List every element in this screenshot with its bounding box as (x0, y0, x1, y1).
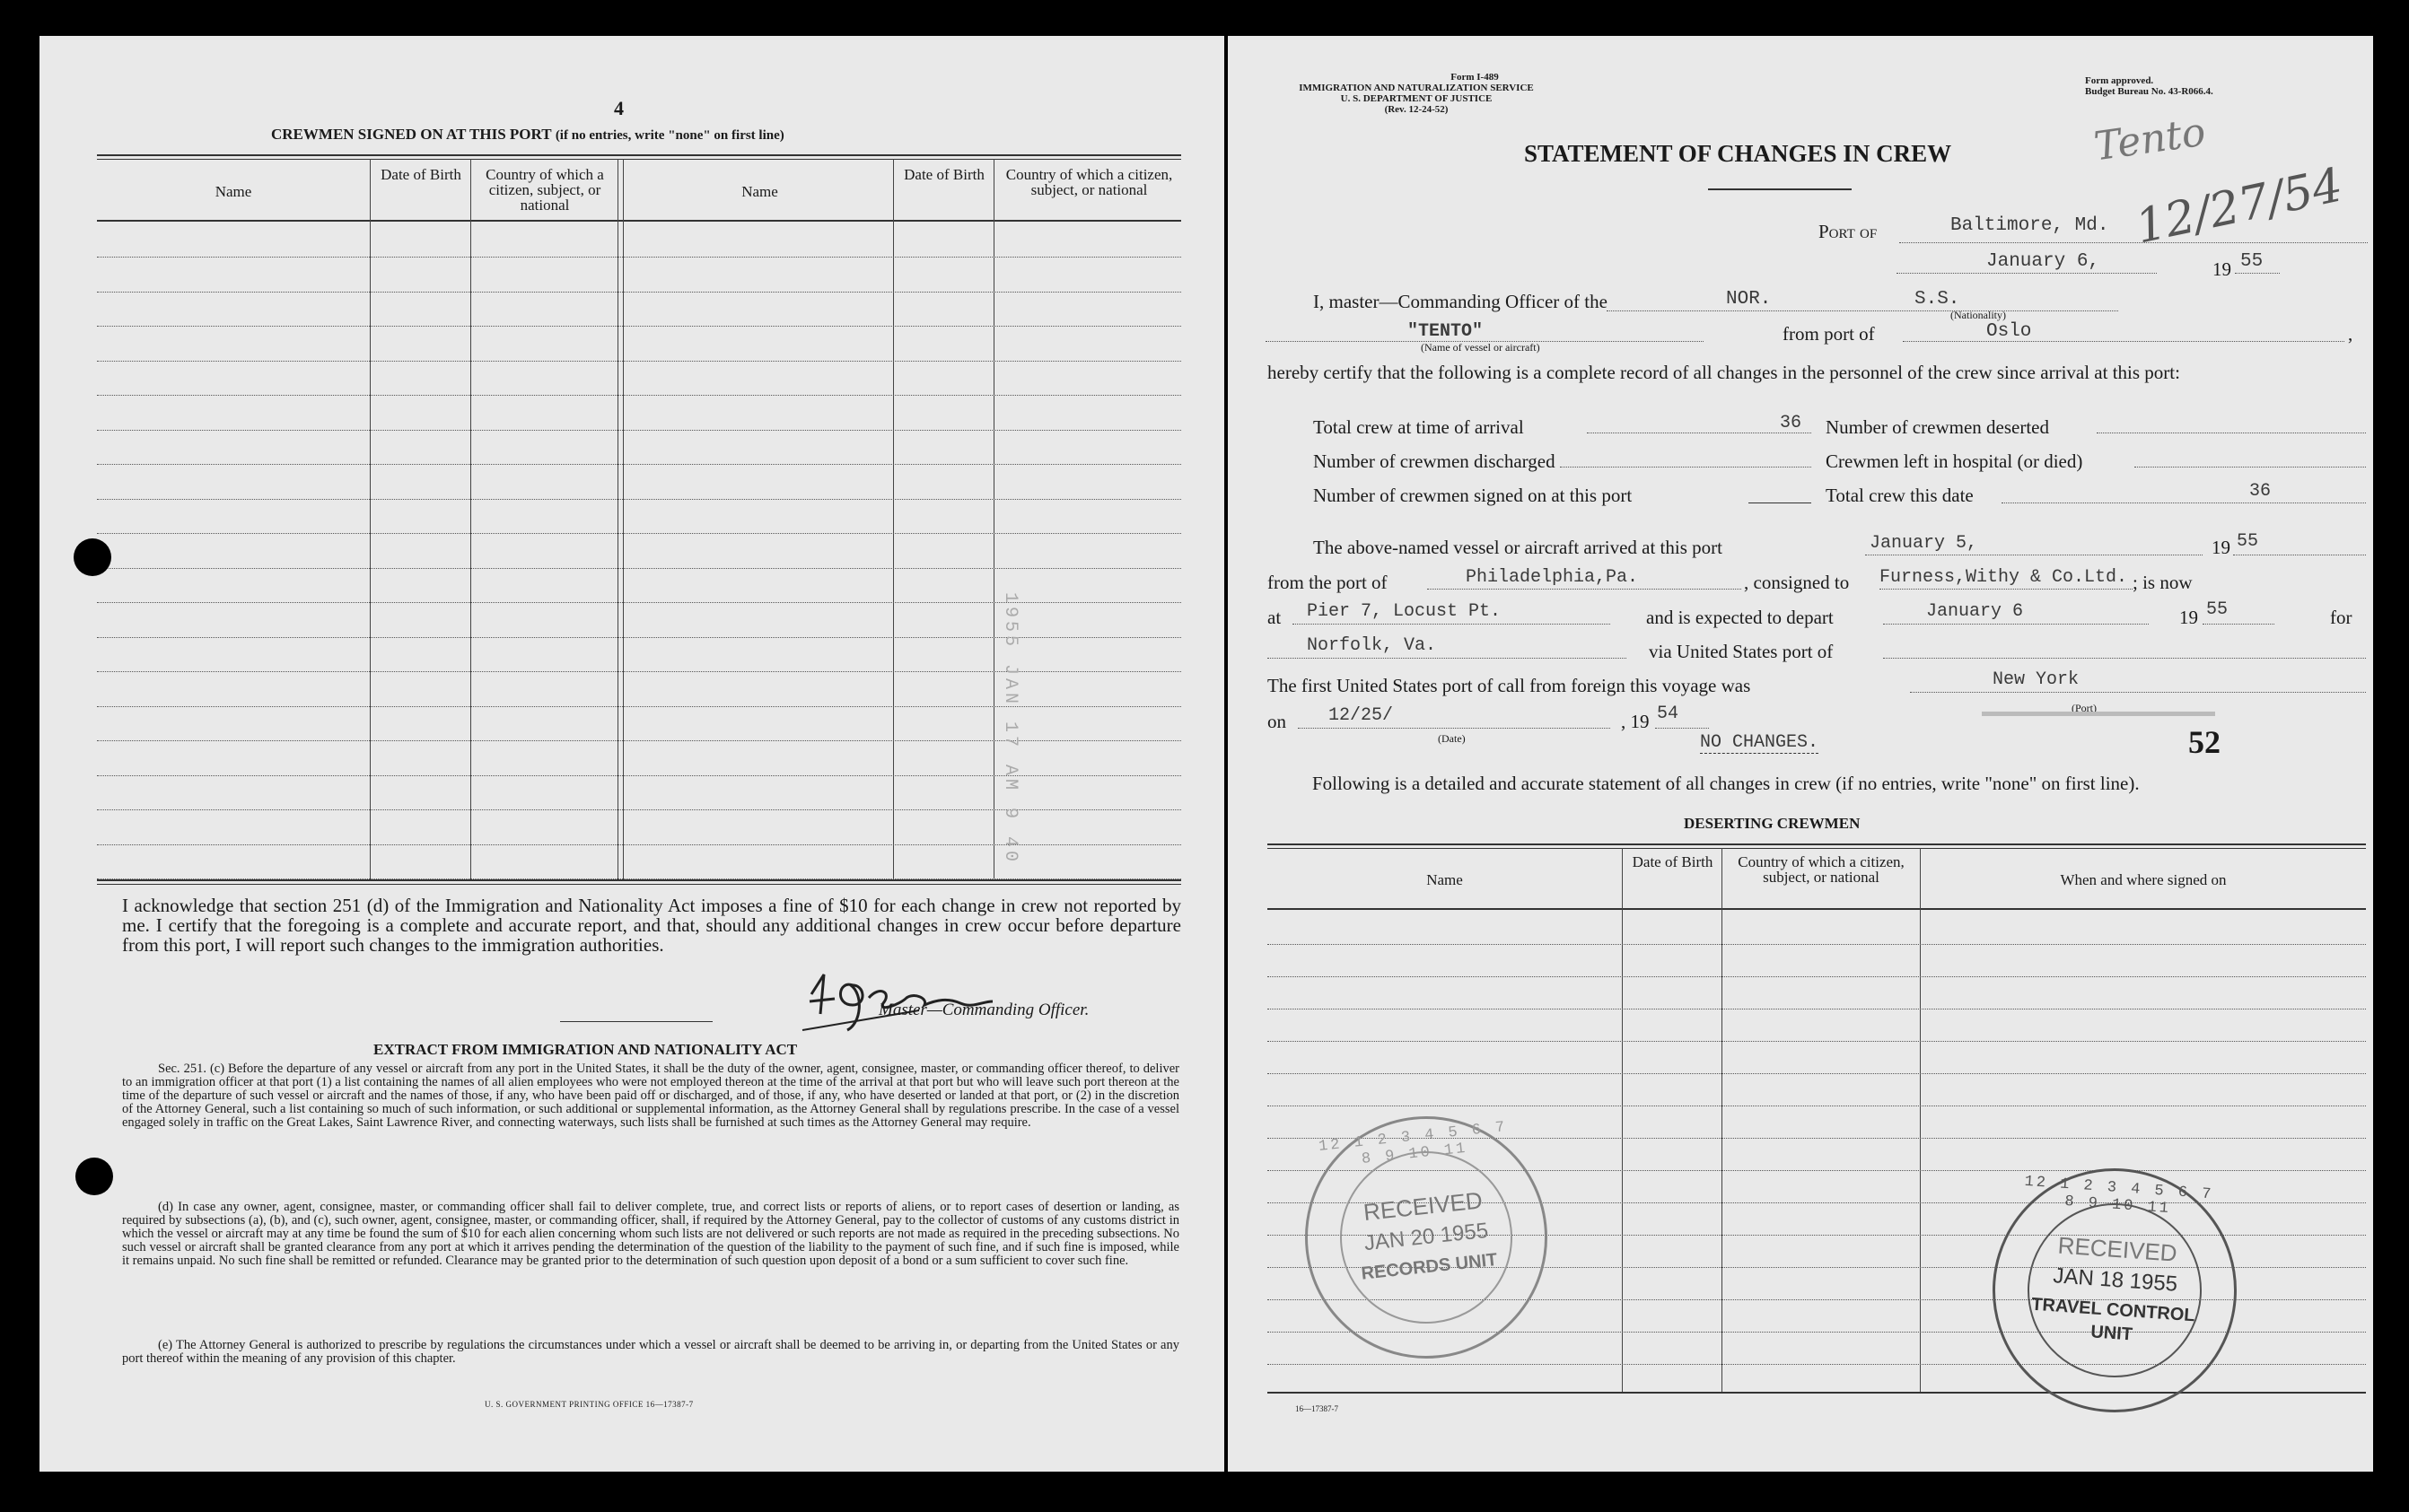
consigned-label-text: consigned to (1753, 572, 1850, 593)
port-of-label: Port of (1818, 221, 1878, 242)
depart-value: January 6 (1926, 601, 2024, 622)
desert-col-dob: Date of Birth (1632, 853, 1713, 870)
left-page (39, 36, 1224, 1472)
agency-name: IMMIGRATION AND NATURALIZATION SERVICE (1299, 83, 1534, 93)
table-row-line (97, 361, 1181, 362)
col-dob-1: Date of Birth (381, 166, 461, 183)
arrived-label: The above-named vessel or aircraft arrived at this port (1313, 537, 1722, 558)
table-row-line (97, 292, 1181, 293)
from-port-value: Oslo (1986, 321, 2032, 342)
year-value: 55 (2240, 251, 2264, 272)
master-signature (793, 958, 1063, 1035)
at-label: at (1267, 607, 1282, 628)
total-crew-arrival-value: 36 (1780, 413, 1802, 433)
arrived-year: 55 (2237, 531, 2259, 552)
budget-bureau: Budget Bureau No. 43-R066.4. (2085, 86, 2213, 97)
section-heading (271, 126, 784, 144)
is-now-label: ; is now (2133, 572, 2193, 593)
agency-header (1228, 72, 1587, 115)
extract-title: EXTRACT FROM IMMIGRATION AND NATIONALITY ACT (373, 1041, 798, 1058)
nationality-value: NOR. (1726, 289, 1772, 310)
vessel-caption: (Name of vessel or aircraft) (1421, 341, 1540, 354)
date-caption: (Date) (1438, 732, 1466, 745)
table-row-line (1267, 1041, 2366, 1042)
col-name-2: Name (741, 183, 778, 200)
arrived-value: January 5, (1870, 533, 1978, 554)
extract-section-d: (d) In case any owner, agent, consignee, master, or commanding officer shall fail to deliver complete, true, and correct lists or reports of aliens, or to report cases of desertion or landing, as required by subsections (a), (b), and (c), such owner, agent, consignee, master, or commanding officer, shall, if required by the Attorney General, pay to the collector of customs of any customs district in which the vessel or aircraft may at any time be found the sum of $10 for each alien concerning whom such lists are not delivered or such reports are not made as required in the preceding subsections. No such vessel or aircraft shall be granted clearance from any port at which it arrives pending the determination of the question of the liability to the payment of such fine, and if such fine is imposed, while it remains unpaid. No such fine shall be remitted or refunded. Clearance may be granted prior to the determination of such question upon deposit of a bond or a sum sufficient to cover such fine. (122, 1200, 1179, 1268)
certify-text: hereby certify that the following is a complete record of all changes in the personnel of the crew since arrival at this port: (1267, 362, 2180, 383)
table-row-line (97, 568, 1181, 569)
page-number: 4 (614, 97, 624, 119)
section-note: (if no entries, write "none" on first line) (555, 128, 784, 143)
stamp2-line1: RECEIVED (2056, 1231, 2178, 1267)
master-label: I, master—Commanding Officer of the (1313, 291, 1607, 312)
deserted-label: Number of crewmen deserted (1826, 416, 2049, 438)
table-row-line (97, 326, 1181, 327)
extract-section-c: Sec. 251. (c) Before the departure of any vessel or aircraft from any port in the United States, it shall be the duty of the owner, agent, consignee, master, or commanding officer thereof, to deliver to an immigration officer at that port (1) a list containing the names of all alien employees who were not employed thereon at the time of the arrival at that port but who will leave such port thereon at the time of the departure of such vessel or aircraft and the names of those, if any, who have been paid off or discharged, and of those, if any, who have deserted or landed at that port, or (2) in the discretion of the Attorney General, such a list containing so much of such information, or such additional or supplemental information, as the Attorney General shall by regulations prescribe. In the case of a vessel engaged solely in traffic on the Great Lakes, Saint Lawrence River, and connecting waterways, such lists shall be furnished at such times as the Attorney General may require. (122, 1062, 1179, 1130)
table-row-line (97, 430, 1181, 431)
hospital-label: Crewmen left in hospital (or died) (1826, 450, 2083, 472)
section-title: CREWMEN SIGNED ON AT THIS PORT (271, 126, 552, 143)
col-country-2: Country of which a citizen, subject, or national (1005, 166, 1173, 198)
stamp2-line2: JAN 18 1955 (2052, 1263, 2178, 1297)
signature-label: Master—Commanding Officer. (879, 1001, 1090, 1019)
received-records-stamp (1293, 1105, 1560, 1371)
first-port-value: New York (1993, 669, 2080, 690)
punch-hole-bottom (75, 1158, 113, 1195)
col-name-1: Name (215, 183, 252, 200)
table-row-line (97, 395, 1181, 396)
received-travel-control-stamp (1984, 1160, 2245, 1420)
form-approved: Form approved. (2085, 75, 2154, 86)
col-country-1: Country of which a citizen, subject, or national (486, 166, 604, 214)
for-label: for (2330, 607, 2352, 628)
desert-col-country: Country of which a citizen, subject, or national (1738, 853, 1905, 886)
via-label: via United States port of (1649, 641, 1834, 662)
table-row-line (1267, 976, 2366, 977)
table-row-line (97, 878, 1181, 879)
department: U. S. DEPARTMENT OF JUSTICE (1340, 93, 1493, 104)
handwritten-note: Tento (2091, 109, 2209, 170)
signed-on-label: Number of crewmen signed on at this port (1313, 485, 1633, 506)
destination-value: Norfolk, Va. (1307, 635, 1437, 656)
at-value: Pier 7, Locust Pt. (1307, 601, 1502, 622)
depart-year: 55 (2206, 599, 2229, 620)
consigned-value: Furness,Withy & Co.Ltd. (1879, 567, 2128, 588)
no-changes-note: NO CHANGES. (1700, 732, 1819, 753)
desert-col-name: Name (1426, 871, 1463, 888)
on-value: 12/25/ (1328, 705, 1394, 726)
total-crew-arrival-label: Total crew at time of arrival (1313, 416, 1524, 438)
total-crew-today-label: Total crew this date (1826, 485, 1974, 506)
table-row-line (97, 257, 1181, 258)
right-page: Form I-489 IMMIGRATION AND NATURALIZATION SERVICE U. S. DEPARTMENT OF JUSTICE (Rev. 12-24-52) Form approved. Budget Bureau No. 43-R066.4. Tento 12/27/54 STATEMENT OF CHANGES IN CREW Port of Baltimore, Md. January 6, 19 55 I, master—Commanding Officer of the NOR. S.S. (Nationality) "TENTO" (Name of vessel or aircraft) from port of Oslo , hereby certify that the following is a complete record of all changes in the personnel of the crew since arrival at this port: Total crew at time of arrival 36 Number of crewmen deserted Number of crewmen discharged Crewmen left in hospital (or died) Number of crewmen signed on at this port Total crew this date 36 The above-named vessel or aircraft arrived at this port January 5, 19 55 from the port of Philadelphia,Pa. , consigned to Furness,Withy & Co.Ltd. ; is now at Pier 7, Locust Pt. and is expected to depart January 6 19 55 for Norfolk, Va. via United States port of The first United States port of call from foreign this voyage was New York (Port) on 12/25/ , 19 54 (Date) NO CHANGES. 52 Following is a detailed and accurate statement of all changes in crew (if no entries, write "none" on first line). DESERTING CREWMEN Name Date of Birth Country of which a citizen, subject, or national When and where signed on 12 1 2 3 4 5 6 7 8 9 10 11 RECEIVED JAN 20 1955 RECORDS UNIT 12 1 2 3 4 5 6 7 8 9 10 11 RECEIVED JAN 18 1955 TRAVEL CONTROL UNIT 16—17387-7 (1228, 36, 2373, 1472)
faint-received-stamp: 1955 JAN 17 AM 9 40 (1000, 592, 1021, 866)
form-number: Form I-489 (1450, 72, 1499, 83)
discharged-label: Number of crewmen discharged (1313, 450, 1555, 472)
table-row-line (97, 464, 1181, 465)
stamp1-line2: JAN 20 1955 (1362, 1218, 1490, 1256)
vessel-type: S.S. (1914, 289, 1960, 310)
left-footer: U. S. GOVERNMENT PRINTING OFFICE 16—17387-7 (485, 1400, 694, 1409)
acknowledgment-text: I acknowledge that section 251 (d) of the Immigration and Nationality Act imposes a fine of $10 for each change in crew not reported by me. I certify that the foregoing is a complete and accurate report, and that, should any additional changes in crew occur before departure from this port, I will report such changes to the immigration authorities. (122, 895, 1181, 956)
deserting-title: DESERTING CREWMEN (1684, 815, 1861, 832)
table-row-line (97, 499, 1181, 500)
number-52: 52 (2188, 724, 2221, 760)
date-value: January 6, (1986, 251, 2100, 272)
following-text: Following is a detailed and accurate statement of all changes in crew (if no entries, write "none" on first line). (1312, 773, 2140, 794)
stamp1-line1: RECEIVED (1362, 1186, 1484, 1227)
form-title: STATEMENT OF CHANGES IN CREW (1524, 140, 1952, 167)
depart-label: and is expected to depart (1646, 607, 1834, 628)
revision: (Rev. 12-24-52) (1384, 104, 1449, 115)
punch-hole-top (74, 538, 111, 576)
table-row-line (1267, 944, 2366, 945)
approval-block (2085, 75, 2213, 97)
stamp1-ring: 12 1 2 3 4 5 6 7 8 9 10 11 (1318, 1118, 1509, 1168)
table-row-line (1267, 1073, 2366, 1074)
port-of-value: Baltimore, Md. (1950, 215, 2109, 236)
from-port-label: from port of (1783, 323, 1875, 345)
stamp2-line3: TRAVEL CONTROL (2030, 1294, 2196, 1326)
year-prefix: 19 (2212, 258, 2231, 280)
nationality-caption: (Nationality) (1950, 309, 2006, 321)
table-row-line (97, 533, 1181, 534)
handwritten-date: 12/27/54 (2131, 158, 2348, 255)
on-year: 54 (1657, 704, 1679, 724)
vessel-name: "TENTO" (1407, 321, 1484, 342)
from-port-of-label: from the port of (1267, 572, 1388, 593)
desert-col-when: When and where signed on (2060, 871, 2227, 888)
total-crew-today-value: 36 (2249, 481, 2272, 502)
stamp1-line3: RECORDS UNIT (1360, 1249, 1499, 1284)
stamp2-line4: UNIT (2089, 1322, 2133, 1345)
col-dob-2: Date of Birth (904, 166, 985, 183)
on-label: on (1267, 711, 1286, 732)
consigned-label: , consigned to (1744, 572, 1850, 593)
first-port-label: The first United States port of call from foreign this voyage was (1267, 675, 1751, 696)
right-footer: 16—17387-7 (1295, 1404, 1338, 1413)
from-port-of-value: Philadelphia,Pa. (1466, 567, 1639, 588)
extract-section-e: (e) The Attorney General is authorized to prescribe by regulations the circumstances under which a vessel or aircraft shall be deemed to be arriving in, or departing from the United States or any port thereof within the meaning of any provision of this chapter. (122, 1338, 1179, 1366)
port-caption: (Port) (2072, 702, 2097, 714)
stamp2-ring: 12 1 2 3 4 5 6 7 8 9 10 11 (2023, 1173, 2214, 1219)
